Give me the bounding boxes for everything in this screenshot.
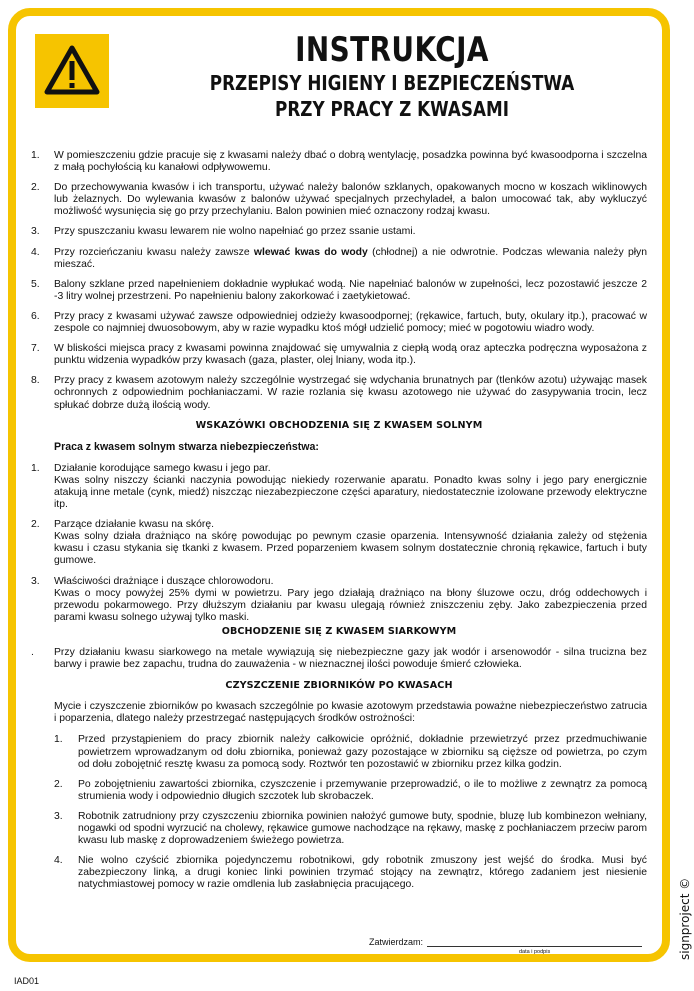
list-item: . Przy działaniu kwasu siarkowego na metale wywiązują się niebezpieczne gazy jak wodór i arsenowodór - silna trucizna bez barwy i prawie bez zapachu, trudna do zauważenia - w nieznacznej ilości powoduje śmierć człowieka. (31, 647, 647, 671)
list-item: 3. Właściwości drażniące i duszące chlorowodoru. Kwas o mocy powyżej 25% dymi w powietrzu. Pary jego działają drażniąco na błony śluzowe oczu, dróg oddechowych i przewodu pokarmowego. Przy dłuższym działaniu par kwasu ulegają również zniszczeniu zęby. Jako zabezpieczenia przed parami kwasu solnego używaj tylko maski. (31, 575, 647, 623)
list-item: 5. Balony szklane przed napełnieniem dokładnie wypłukać wodą. Nie napełniać balonów w zupełności, lecz pozostawić jeszcze 2 -3 litry wolnej przestrzeni. Po napełnieniu balony zakorkować i zaetykietować. (31, 278, 647, 302)
list-item: 8. Przy pracy z kwasem azotowym należy szczególnie wystrzegać się wdychania brunatnych par (tlenków azotu) używając masek ochronnych z odpowiednim pochłaniaczami. W razie rozlania się kwasu azotowego nie używać do zasypywania trocin, lecz spłukać dobrze dużą ilością wody. (31, 375, 647, 411)
list-item: 3. Przy spuszczaniu kwasu lewarem nie wolno napełniać go przez ssanie ustami. (31, 226, 416, 238)
list-item: 1. Działanie korodujące samego kwasu i jego par. Kwas solny niszczy ścianki naczynia powodując niekiedy rozerwanie aparatu. Ponadto kwas solny i jego pary energicznie atakują inne metale (cynk, miedź) niszcząc niezabezpieczone części aparatury, niedostatecznie izolowane przewody elektryczne itp. (31, 462, 647, 511)
section-heading-cleaning: CZYSZCZENIE ZBIORNIKÓW PO KWASACH (225, 680, 453, 692)
list-item: 6. Przy pracy z kwasami używać zawsze odpowiedniej odzieży kwasoodpornej; (rękawice, fartuch, buty, okulary itp.), pracować w zespole co najmniej dwuosobowym, aby w razie wypadku ktoś mógł udzielić pomocy; mieć w pogotowiu wiadro wody. (31, 310, 647, 335)
section-heading-hcl: WSKAZÓWKI OBCHODZENIA SIĘ Z KWASEM SOLNYM (195, 419, 483, 431)
page-subtitle-line2: PRZY PRACY Z KWASAMI (275, 97, 509, 121)
list-item: 2. Do przechowywania kwasów i ich transportu, używać należy balonów szklanych, opakowanych mocno w koszach wiklinowych lub żelaznych. Do wylewania kwasów z balonów używać specjalnych przechyladeł, a balon umocować tak, aby wykluczyć możliwość wysunięcia się go przy przechylaniu. Balon powinien mieć oznaczony rodzaj kwasu. (31, 182, 647, 218)
list-item: 2. Parzące działanie kwasu na skórę. Kwas solny działa drażniąco na skórę powodując po pewnym czasie oparzenia. Intensywność działania zależy od stężenia kwasu i czasu stykania się tkanki z kwasem. Przed poparzeniem kwasem solnym dostatecznie chronią rękawice, fartuch i buty gumowe. (31, 519, 647, 567)
approve-caption: data i podpis (519, 949, 551, 955)
approve-label: Zatwierdzam: (369, 937, 424, 947)
list-item: 3. Robotnik zatrudniony przy czyszczeniu zbiornika powinien nałożyć gumowe buty, spodnie, bluzę lub kombinezon wełniany, nogawki od spodni wyrzucić na cholewy, rękawice gumowe nachodzące na rękawy, maskę z pochłaniaczem przeciw parom kwasu lub maskę z doprowadzeniem świeżego powietrza. (54, 810, 647, 847)
instruction-body (31, 150, 647, 900)
section-intro: Praca z kwasem solnym stwarza niebezpieczeństwa: (54, 440, 319, 453)
section-heading-h2so4: OBCHODZENIE SIĘ Z KWASEM SIARKOWYM (221, 625, 457, 637)
product-code: IAD01 (14, 976, 40, 986)
page-subtitle-line1: PRZEPISY HIGIENY I BEZPIECZEŃSTWA (209, 71, 575, 95)
page-title: INSTRUKCJA (295, 30, 489, 70)
section-intro: Mycie i czyszczenie zbiorników po kwasach szczególnie po kwasie azotowym przedstawia poważne niebezpieczeństwo zatrucia i poparzenia, dlatego należy przestrzegać następujących środków ostrożności: (54, 701, 647, 725)
list-item: 1. W pomieszczeniu gdzie pracuje się z kwasami należy dbać o dobrą wentylację, posadzka powinna być kwasoodporna i szczelna z małą pochyłością ku kanałowi odpływowemu. (31, 150, 647, 174)
warning-icon (35, 34, 109, 108)
list-item: 7. W bliskości miejsca pracy z kwasami powinna znajdować się umywalnia z ciepłą wodą oraz apteczka podręczna wyposażona z punktu widzenia wypadków przy kwasach (gaza, plaster, olej lniany, woda itp.). (31, 343, 647, 367)
list-item: 4. Przy rozcieńczaniu kwasu należy zawsze wlewać kwas do wody (chłodnej) a nie odwrotnie. Podczas wlewania należy płyn mieszać. (31, 246, 648, 270)
signature-field (427, 938, 642, 947)
list-item: 2. Po zobojętnieniu zawartości zbiornika, czyszczenie i przemywanie przeprowadzić, o ile to możliwe z zewnątrz za pomocą strumienia wody i odpowiednio długich szczotek lub skrobaczek. (54, 778, 647, 802)
approval-signature-line (369, 937, 642, 947)
list-item: 1. Przed przystąpieniem do pracy zbiornik należy całkowicie opróżnić, dokładnie przewietrzyć przez przedmuchiwanie powietrzem wprowadzanym od dołu zbiornika, ponieważ gazy pozostające w zbiorniku są cięższe od powietrza, po czym od dołu zobojętnić resztę kwasu za pomocą sody. Roztwór ten pozostawić w zbiorniku przez kilka godzin. (54, 734, 647, 770)
header (120, 30, 664, 122)
list-item: 4. Nie wolno czyścić zbiornika pojedynczemu robotnikowi, gdy robotnik zmuszony jest wejść do środka. Musi być zabezpieczony linką, a drugi koniec linki powinien trzymać stojący na zewnątrz, którego zadaniem jest niesienie natychmiastowej pomocy w razie omdlenia lub zasłabnięcia pracującego. (54, 855, 647, 891)
brand-label: signproject © (678, 877, 692, 960)
